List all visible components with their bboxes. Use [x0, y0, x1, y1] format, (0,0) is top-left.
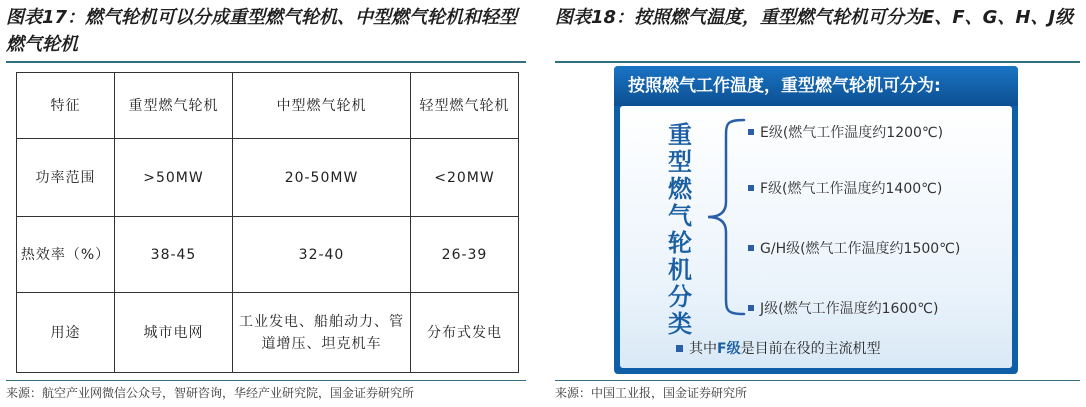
bullet-square-icon: [748, 129, 754, 135]
grade-item-j: [748, 298, 938, 320]
bullet-square-icon: [748, 245, 754, 251]
mainstream-note: [676, 338, 881, 360]
table-cell: 26-39: [411, 217, 519, 293]
table-row: [17, 217, 519, 293]
table-row: [17, 139, 519, 217]
table-row: [17, 293, 519, 373]
grade-label: E级(燃气工作温度约1200℃): [760, 125, 944, 141]
gas-turbine-spec-table: [16, 72, 519, 373]
table-cell: 工业发电、船舶动力、管道增压、坦克机车: [233, 293, 411, 373]
figure-17-title: 图表17：燃气轮机可以分成重型燃气轮机、中型燃气轮机和轻型燃气轮机: [6, 7, 518, 55]
bullet-square-icon: [676, 345, 683, 352]
table-header-cell: 轻型燃气轮机: [411, 73, 519, 139]
note-suffix: 是目前在役的主流机型: [740, 341, 881, 357]
grade-item-f: [748, 178, 942, 200]
figure-18-top-rule: [555, 61, 1080, 63]
panel-header: 按照燃气工作温度，重型燃气轮机可分为:: [614, 66, 1018, 106]
figure-18-title: 图表18：按照燃气温度，重型燃气轮机可分为E、F、G、H、J级: [555, 7, 1074, 28]
table-header-row: [17, 73, 519, 139]
note-highlight: F级: [717, 341, 741, 357]
bullet-square-icon: [748, 305, 754, 311]
panel-body: [620, 106, 1012, 368]
table-header-cell: 重型燃气轮机: [115, 73, 233, 139]
table-cell: 分布式发电: [411, 293, 519, 373]
turbine-class-image: [614, 66, 1018, 374]
vertical-category-label: 重型燃气轮机分类: [668, 121, 692, 338]
table-cell: 20-50MW: [233, 139, 411, 217]
table-header-cell: 特征: [17, 73, 115, 139]
grade-item-gh: [748, 238, 960, 260]
grade-item-e: [748, 122, 943, 144]
table-cell: 38-45: [115, 217, 233, 293]
table-cell: 32-40: [233, 217, 411, 293]
table-header-cell: 中型燃气轮机: [233, 73, 411, 139]
bullet-square-icon: [748, 185, 754, 191]
grade-label: J级(燃气工作温度约1600℃): [760, 301, 939, 317]
table-cell: 城市电网: [115, 293, 233, 373]
grade-label: G/H级(燃气工作温度约1500℃): [760, 241, 961, 257]
table-cell: 用途: [17, 293, 115, 373]
figure-17-source: 来源：航空产业网微信公众号，智研咨询，华经产业研究院，国金证券研究所: [6, 386, 415, 400]
figure-18-bottom-rule: [555, 380, 1080, 381]
table-cell: >50MW: [115, 139, 233, 217]
table-cell: 热效率（%）: [17, 217, 115, 293]
figure-17-top-rule: [6, 61, 526, 63]
figure-17-bottom-rule: [6, 380, 526, 381]
table-cell: 功率范围: [17, 139, 115, 217]
curly-brace-icon: [704, 118, 748, 316]
figure-18-source: 来源：中国工业报，国金证券研究所: [555, 386, 748, 400]
note-prefix: 其中: [689, 341, 717, 357]
table-cell: <20MW: [411, 139, 519, 217]
grade-label: F级(燃气工作温度约1400℃): [760, 181, 943, 197]
